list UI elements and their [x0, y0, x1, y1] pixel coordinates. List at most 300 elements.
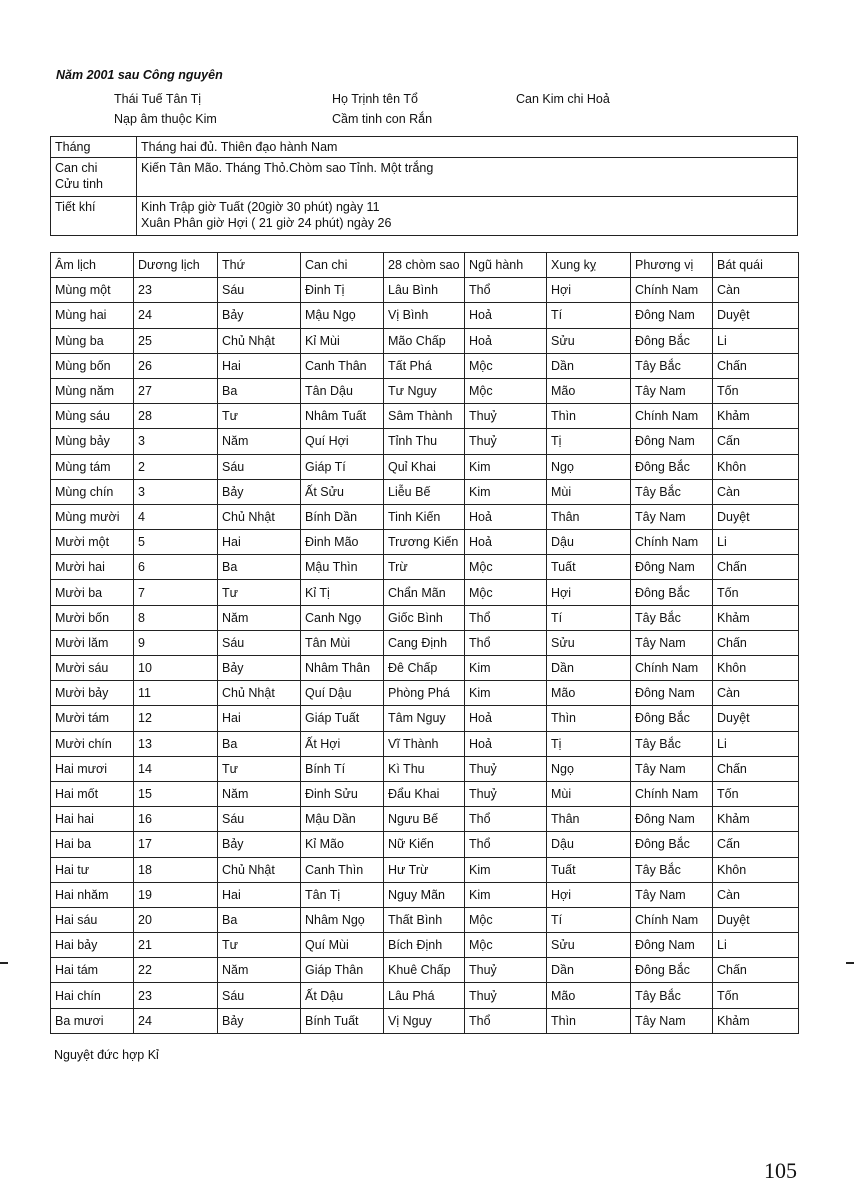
- tietkhi-line-2: Xuân Phân giờ Hợi ( 21 giờ 24 phút) ngày 26: [141, 216, 392, 230]
- am-lich-cell: Hai tư: [51, 857, 134, 882]
- duong-lich-cell: 22: [134, 958, 218, 983]
- thu-cell: Hai: [218, 353, 301, 378]
- chom-sao-cell: Sâm Thành: [384, 404, 465, 429]
- duong-lich-cell: 4: [134, 504, 218, 529]
- ngu-hanh-cell: Mộc: [465, 907, 547, 932]
- table-row: [51, 731, 799, 756]
- bat-quai-cell: Khôn: [713, 857, 799, 882]
- thu-cell: Năm: [218, 605, 301, 630]
- thang-row: [51, 137, 798, 158]
- chom-sao-cell: Phòng Phá: [384, 681, 465, 706]
- ngu-hanh-cell: Hoả: [465, 706, 547, 731]
- xung-ky-cell: Dần: [547, 656, 631, 681]
- bat-quai-cell: Càn: [713, 882, 799, 907]
- column-header: Xung kỵ: [547, 253, 631, 278]
- bat-quai-cell: Khôn: [713, 656, 799, 681]
- phuong-vi-cell: Đông Nam: [631, 303, 713, 328]
- bat-quai-cell: Duyệt: [713, 303, 799, 328]
- chom-sao-cell: Tâm Nguy: [384, 706, 465, 731]
- can-chi-cell: Tân Tị: [301, 882, 384, 907]
- duong-lich-cell: 25: [134, 328, 218, 353]
- table-row: [51, 882, 799, 907]
- phuong-vi-cell: Tây Bắc: [631, 983, 713, 1008]
- am-lich-cell: Hai tám: [51, 958, 134, 983]
- table-row: [51, 580, 799, 605]
- chom-sao-cell: Quỉ Khai: [384, 454, 465, 479]
- chom-sao-cell: Vị Nguy: [384, 1008, 465, 1033]
- phuong-vi-cell: Chính Nam: [631, 781, 713, 806]
- thu-cell: Chủ Nhật: [218, 681, 301, 706]
- phuong-vi-cell: Đông Bắc: [631, 706, 713, 731]
- chom-sao-cell: Mão Chấp: [384, 328, 465, 353]
- xung-ky-cell: Mão: [547, 378, 631, 403]
- bat-quai-cell: Cấn: [713, 429, 799, 454]
- table-row: [51, 781, 799, 806]
- duong-lich-cell: 27: [134, 378, 218, 403]
- chom-sao-cell: Kì Thu: [384, 756, 465, 781]
- am-lich-cell: Mười tám: [51, 706, 134, 731]
- duong-lich-cell: 23: [134, 983, 218, 1008]
- chom-sao-cell: Đẩu Khai: [384, 781, 465, 806]
- xung-ky-cell: Dần: [547, 353, 631, 378]
- can-chi-cell: Đinh Tị: [301, 278, 384, 303]
- lunar-calendar-table: [50, 252, 799, 1034]
- bat-quai-cell: Tốn: [713, 378, 799, 403]
- chom-sao-cell: Hư Trừ: [384, 857, 465, 882]
- can-chi-cell: Kỉ Tị: [301, 580, 384, 605]
- ngu-hanh-cell: Kim: [465, 681, 547, 706]
- month-info-table: [50, 136, 798, 236]
- table-row: [51, 278, 799, 303]
- xung-ky-cell: Hợi: [547, 278, 631, 303]
- thu-cell: Chủ Nhật: [218, 857, 301, 882]
- duong-lich-cell: 13: [134, 731, 218, 756]
- column-header: Can chi: [301, 253, 384, 278]
- ngu-hanh-cell: Mộc: [465, 378, 547, 403]
- table-row: [51, 454, 799, 479]
- chom-sao-cell: Lâu Bình: [384, 278, 465, 303]
- am-lich-cell: Mười ba: [51, 580, 134, 605]
- chom-sao-cell: Tư Nguy: [384, 378, 465, 403]
- ngu-hanh-cell: Thuỷ: [465, 781, 547, 806]
- am-lich-cell: Mười bảy: [51, 681, 134, 706]
- am-lich-cell: Hai mươi: [51, 756, 134, 781]
- duong-lich-cell: 7: [134, 580, 218, 605]
- ngu-hanh-cell: Kim: [465, 882, 547, 907]
- bat-quai-cell: Li: [713, 933, 799, 958]
- cam-tinh: Cầm tinh con Rắn: [332, 112, 433, 126]
- ngu-hanh-cell: Thổ: [465, 278, 547, 303]
- thu-cell: Bảy: [218, 303, 301, 328]
- xung-ky-cell: Sửu: [547, 630, 631, 655]
- can-chi-cell: Bính Tuất: [301, 1008, 384, 1033]
- xung-ky-cell: Tí: [547, 907, 631, 932]
- phuong-vi-cell: Chính Nam: [631, 404, 713, 429]
- duong-lich-cell: 3: [134, 479, 218, 504]
- table-row: [51, 857, 799, 882]
- duong-lich-cell: 11: [134, 681, 218, 706]
- am-lich-cell: Mùng bảy: [51, 429, 134, 454]
- xung-ky-cell: Tị: [547, 731, 631, 756]
- thu-cell: Ba: [218, 378, 301, 403]
- bat-quai-cell: Càn: [713, 278, 799, 303]
- table-row: [51, 907, 799, 932]
- phuong-vi-cell: Tây Nam: [631, 756, 713, 781]
- phuong-vi-cell: Đông Bắc: [631, 580, 713, 605]
- phuong-vi-cell: Tây Bắc: [631, 731, 713, 756]
- table-body: [51, 278, 799, 1034]
- can-chi-cell: Tân Dậu: [301, 378, 384, 403]
- ngu-hanh-cell: Thuỷ: [465, 756, 547, 781]
- ngu-hanh-cell: Mộc: [465, 933, 547, 958]
- bat-quai-cell: Tốn: [713, 983, 799, 1008]
- table-row: [51, 630, 799, 655]
- duong-lich-cell: 28: [134, 404, 218, 429]
- can-chi-cell: Giáp Tí: [301, 454, 384, 479]
- phuong-vi-cell: Tây Bắc: [631, 605, 713, 630]
- xung-ky-cell: Dậu: [547, 530, 631, 555]
- xung-ky-cell: Hợi: [547, 882, 631, 907]
- am-lich-cell: Hai hai: [51, 807, 134, 832]
- chom-sao-cell: Lâu Phá: [384, 983, 465, 1008]
- table-row: [51, 756, 799, 781]
- bat-quai-cell: Duyệt: [713, 706, 799, 731]
- column-header: Bát quái: [713, 253, 799, 278]
- table-row: [51, 530, 799, 555]
- duong-lich-cell: 6: [134, 555, 218, 580]
- thu-cell: Năm: [218, 429, 301, 454]
- thu-cell: Chủ Nhật: [218, 328, 301, 353]
- duong-lich-cell: 2: [134, 454, 218, 479]
- duong-lich-cell: 14: [134, 756, 218, 781]
- table-row: [51, 479, 799, 504]
- am-lich-cell: Mười bốn: [51, 605, 134, 630]
- page-number: 105: [764, 1158, 797, 1183]
- am-lich-cell: Mười lăm: [51, 630, 134, 655]
- thu-cell: Hai: [218, 706, 301, 731]
- am-lich-cell: Mùng một: [51, 278, 134, 303]
- can-chi-cell: Canh Thìn: [301, 857, 384, 882]
- chom-sao-cell: Bích Định: [384, 933, 465, 958]
- table-row: [51, 681, 799, 706]
- phuong-vi-cell: Đông Nam: [631, 555, 713, 580]
- phuong-vi-cell: Đông Nam: [631, 681, 713, 706]
- am-lich-cell: Hai sáu: [51, 907, 134, 932]
- can-chi-cell: Canh Ngọ: [301, 605, 384, 630]
- canchi-label: Can chi: [55, 161, 98, 175]
- bat-quai-cell: Li: [713, 328, 799, 353]
- duong-lich-cell: 12: [134, 706, 218, 731]
- table-header-row: [51, 253, 799, 278]
- can-chi-cell: Nhâm Tuất: [301, 404, 384, 429]
- thu-cell: Bảy: [218, 832, 301, 857]
- xung-ky-cell: Tuất: [547, 857, 631, 882]
- am-lich-cell: Mùng ba: [51, 328, 134, 353]
- table-row: [51, 378, 799, 403]
- footer-note: Nguyệt đức hợp Kỉ: [54, 1048, 159, 1062]
- bat-quai-cell: Khảm: [713, 807, 799, 832]
- can-chi-cell: Quí Hợi: [301, 429, 384, 454]
- thu-cell: Ba: [218, 907, 301, 932]
- thu-cell: Tư: [218, 933, 301, 958]
- thu-cell: Hai: [218, 882, 301, 907]
- duong-lich-cell: 20: [134, 907, 218, 932]
- thu-cell: Ba: [218, 731, 301, 756]
- canchi-label-cell: [51, 158, 137, 197]
- ngu-hanh-cell: Thuỷ: [465, 429, 547, 454]
- table-row: [51, 933, 799, 958]
- duong-lich-cell: 5: [134, 530, 218, 555]
- am-lich-cell: Mùng tám: [51, 454, 134, 479]
- thang-label: Tháng: [51, 137, 137, 158]
- xung-ky-cell: Tuất: [547, 555, 631, 580]
- am-lich-cell: Mười chín: [51, 731, 134, 756]
- duong-lich-cell: 16: [134, 807, 218, 832]
- ngu-hanh-cell: Mộc: [465, 555, 547, 580]
- am-lich-cell: Mười một: [51, 530, 134, 555]
- bat-quai-cell: Chấn: [713, 756, 799, 781]
- phuong-vi-cell: Tây Bắc: [631, 857, 713, 882]
- ngu-hanh-cell: Kim: [465, 656, 547, 681]
- bat-quai-cell: Li: [713, 731, 799, 756]
- nap-am: Nạp âm thuộc Kim: [114, 112, 217, 126]
- can-chi-hoa: Can Kim chi Hoả: [516, 92, 610, 106]
- can-chi-cell: Đinh Sửu: [301, 781, 384, 806]
- xung-ky-cell: Dậu: [547, 832, 631, 857]
- canchi-row: [51, 158, 798, 197]
- thu-cell: Sáu: [218, 630, 301, 655]
- can-chi-cell: Mậu Dần: [301, 807, 384, 832]
- ngu-hanh-cell: Kim: [465, 454, 547, 479]
- can-chi-cell: Canh Thân: [301, 353, 384, 378]
- bat-quai-cell: Duyệt: [713, 504, 799, 529]
- chom-sao-cell: Nữ Kiến: [384, 832, 465, 857]
- can-chi-cell: Tân Mùi: [301, 630, 384, 655]
- cuutinh-label: Cửu tinh: [55, 177, 103, 191]
- column-header: 28 chòm sao: [384, 253, 465, 278]
- xung-ky-cell: Tí: [547, 605, 631, 630]
- table-row: [51, 504, 799, 529]
- am-lich-cell: Mùng hai: [51, 303, 134, 328]
- bat-quai-cell: Li: [713, 530, 799, 555]
- xung-ky-cell: Thân: [547, 504, 631, 529]
- can-chi-cell: Quí Dậu: [301, 681, 384, 706]
- thu-cell: Chủ Nhật: [218, 504, 301, 529]
- ngu-hanh-cell: Kim: [465, 857, 547, 882]
- table-row: [51, 656, 799, 681]
- phuong-vi-cell: Đông Nam: [631, 933, 713, 958]
- chom-sao-cell: Vị Bình: [384, 303, 465, 328]
- thu-cell: Sáu: [218, 278, 301, 303]
- phuong-vi-cell: Chính Nam: [631, 530, 713, 555]
- thu-cell: Ba: [218, 555, 301, 580]
- phuong-vi-cell: Chính Nam: [631, 278, 713, 303]
- phuong-vi-cell: Tây Bắc: [631, 479, 713, 504]
- chom-sao-cell: Trừ: [384, 555, 465, 580]
- am-lich-cell: Mười hai: [51, 555, 134, 580]
- am-lich-cell: Hai ba: [51, 832, 134, 857]
- duong-lich-cell: 23: [134, 278, 218, 303]
- duong-lich-cell: 3: [134, 429, 218, 454]
- thu-cell: Tư: [218, 756, 301, 781]
- am-lich-cell: Hai mốt: [51, 781, 134, 806]
- table-row: [51, 983, 799, 1008]
- ngu-hanh-cell: Hoả: [465, 504, 547, 529]
- xung-ky-cell: Mão: [547, 983, 631, 1008]
- ngu-hanh-cell: Hoả: [465, 328, 547, 353]
- duong-lich-cell: 24: [134, 1008, 218, 1033]
- phuong-vi-cell: Đông Bắc: [631, 454, 713, 479]
- ngu-hanh-cell: Hoả: [465, 731, 547, 756]
- can-chi-cell: Bính Tí: [301, 756, 384, 781]
- scan-edge-mark-left: [0, 962, 8, 964]
- chom-sao-cell: Chẩn Mãn: [384, 580, 465, 605]
- table-row: [51, 605, 799, 630]
- duong-lich-cell: 18: [134, 857, 218, 882]
- table-row: [51, 706, 799, 731]
- am-lich-cell: Hai nhăm: [51, 882, 134, 907]
- can-chi-cell: Nhâm Thân: [301, 656, 384, 681]
- bat-quai-cell: Chấn: [713, 353, 799, 378]
- ngu-hanh-cell: Thổ: [465, 832, 547, 857]
- canchi-value: Kiến Tân Mão. Tháng Thỏ.Chòm sao Tỉnh. Một trắng: [137, 158, 798, 197]
- am-lich-cell: Mùng năm: [51, 378, 134, 403]
- can-chi-cell: Giáp Thân: [301, 958, 384, 983]
- phuong-vi-cell: Chính Nam: [631, 907, 713, 932]
- phuong-vi-cell: Chính Nam: [631, 656, 713, 681]
- phuong-vi-cell: Đông Bắc: [631, 958, 713, 983]
- table-row: [51, 303, 799, 328]
- chom-sao-cell: Vĩ Thành: [384, 731, 465, 756]
- phuong-vi-cell: Đông Nam: [631, 429, 713, 454]
- duong-lich-cell: 24: [134, 303, 218, 328]
- duong-lich-cell: 19: [134, 882, 218, 907]
- thu-cell: Năm: [218, 958, 301, 983]
- chom-sao-cell: Liễu Bế: [384, 479, 465, 504]
- xung-ky-cell: Thìn: [547, 706, 631, 731]
- chom-sao-cell: Thất Bình: [384, 907, 465, 932]
- phuong-vi-cell: Tây Nam: [631, 882, 713, 907]
- ngu-hanh-cell: Kim: [465, 479, 547, 504]
- am-lich-cell: Hai chín: [51, 983, 134, 1008]
- duong-lich-cell: 15: [134, 781, 218, 806]
- column-header: Dương lịch: [134, 253, 218, 278]
- can-chi-cell: Ất Dậu: [301, 983, 384, 1008]
- duong-lich-cell: 9: [134, 630, 218, 655]
- thang-value: Tháng hai đủ. Thiên đạo hành Nam: [137, 137, 798, 158]
- chom-sao-cell: Tinh Kiến: [384, 504, 465, 529]
- can-chi-cell: Kỉ Mùi: [301, 328, 384, 353]
- ngu-hanh-cell: Thuỷ: [465, 958, 547, 983]
- chom-sao-cell: Khuê Chấp: [384, 958, 465, 983]
- thu-cell: Tư: [218, 404, 301, 429]
- table-row: [51, 807, 799, 832]
- xung-ky-cell: Mùi: [547, 479, 631, 504]
- thai-tue: Thái Tuế Tân Tị: [114, 92, 202, 106]
- chom-sao-cell: Nguy Mãn: [384, 882, 465, 907]
- ngu-hanh-cell: Thuỷ: [465, 983, 547, 1008]
- phuong-vi-cell: Tây Nam: [631, 630, 713, 655]
- duong-lich-cell: 26: [134, 353, 218, 378]
- bat-quai-cell: Khảm: [713, 605, 799, 630]
- xung-ky-cell: Hợi: [547, 580, 631, 605]
- xung-ky-cell: Thân: [547, 807, 631, 832]
- table-row: [51, 1008, 799, 1033]
- phuong-vi-cell: Tây Nam: [631, 378, 713, 403]
- phuong-vi-cell: Đông Bắc: [631, 328, 713, 353]
- tietkhi-value: [137, 197, 798, 236]
- tietkhi-label: Tiết khí: [51, 197, 137, 236]
- duong-lich-cell: 17: [134, 832, 218, 857]
- bat-quai-cell: Tốn: [713, 781, 799, 806]
- am-lich-cell: Mùng chín: [51, 479, 134, 504]
- thu-cell: Sáu: [218, 983, 301, 1008]
- ngu-hanh-cell: Hoả: [465, 303, 547, 328]
- ngu-hanh-cell: Thổ: [465, 807, 547, 832]
- xung-ky-cell: Mùi: [547, 781, 631, 806]
- tietkhi-row: [51, 197, 798, 236]
- am-lich-cell: Mùng sáu: [51, 404, 134, 429]
- thu-cell: Tư: [218, 580, 301, 605]
- scan-edge-mark-right: [846, 962, 854, 964]
- xung-ky-cell: Mão: [547, 681, 631, 706]
- column-header: Ngũ hành: [465, 253, 547, 278]
- thu-cell: Năm: [218, 781, 301, 806]
- can-chi-cell: Giáp Tuất: [301, 706, 384, 731]
- phuong-vi-cell: Đông Nam: [631, 807, 713, 832]
- chom-sao-cell: Giốc Bình: [384, 605, 465, 630]
- ngu-hanh-cell: Thổ: [465, 1008, 547, 1033]
- bat-quai-cell: Cấn: [713, 832, 799, 857]
- bat-quai-cell: Khảm: [713, 404, 799, 429]
- am-lich-cell: Mùng bốn: [51, 353, 134, 378]
- table-row: [51, 958, 799, 983]
- can-chi-cell: Đinh Mão: [301, 530, 384, 555]
- phuong-vi-cell: Tây Nam: [631, 504, 713, 529]
- am-lich-cell: Mười sáu: [51, 656, 134, 681]
- table-row: [51, 429, 799, 454]
- duong-lich-cell: 21: [134, 933, 218, 958]
- am-lich-cell: Hai bảy: [51, 933, 134, 958]
- xung-ky-cell: Sửu: [547, 328, 631, 353]
- bat-quai-cell: Duyệt: [713, 907, 799, 932]
- xung-ky-cell: Dần: [547, 958, 631, 983]
- thu-cell: Sáu: [218, 807, 301, 832]
- duong-lich-cell: 10: [134, 656, 218, 681]
- phuong-vi-cell: Tây Bắc: [631, 353, 713, 378]
- ngu-hanh-cell: Mộc: [465, 580, 547, 605]
- xung-ky-cell: Sửu: [547, 933, 631, 958]
- xung-ky-cell: Ngọ: [547, 756, 631, 781]
- bat-quai-cell: Chấn: [713, 555, 799, 580]
- bat-quai-cell: Chấn: [713, 630, 799, 655]
- duong-lich-cell: 8: [134, 605, 218, 630]
- am-lich-cell: Mùng mười: [51, 504, 134, 529]
- xung-ky-cell: Thìn: [547, 404, 631, 429]
- can-chi-cell: Ất Sửu: [301, 479, 384, 504]
- table-row: [51, 832, 799, 857]
- year-title: Năm 2001 sau Công nguyên: [56, 68, 223, 82]
- ngu-hanh-cell: Hoả: [465, 530, 547, 555]
- chom-sao-cell: Cang Định: [384, 630, 465, 655]
- can-chi-cell: Ất Hợi: [301, 731, 384, 756]
- xung-ky-cell: Tị: [547, 429, 631, 454]
- table-row: [51, 353, 799, 378]
- table-row: [51, 328, 799, 353]
- bat-quai-cell: Tốn: [713, 580, 799, 605]
- thu-cell: Bảy: [218, 479, 301, 504]
- bat-quai-cell: Càn: [713, 479, 799, 504]
